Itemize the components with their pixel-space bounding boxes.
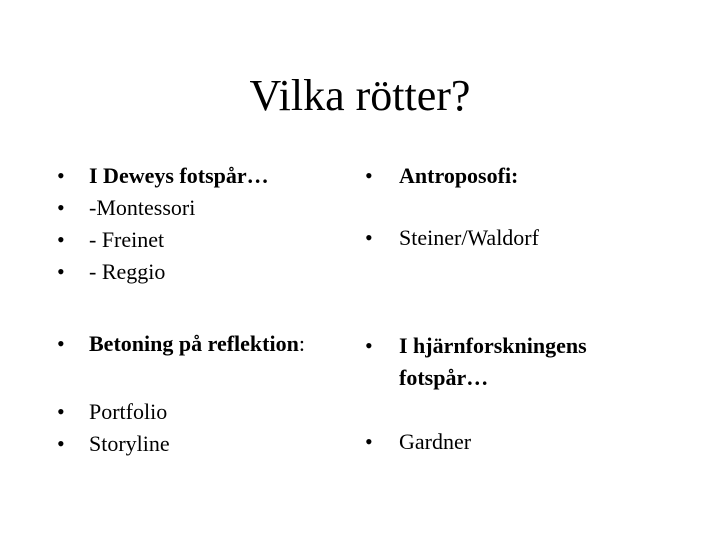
bullet-icon: •	[365, 333, 373, 358]
list-item	[365, 222, 665, 254]
list-item	[57, 328, 357, 360]
list-item	[57, 396, 347, 428]
list-item-text: I Deweys fotspår…	[89, 163, 269, 188]
left-bottom-list	[57, 396, 347, 460]
list-item-text	[57, 328, 357, 360]
list-item	[57, 192, 347, 224]
list-item-text: - Freinet	[89, 227, 165, 252]
list-item	[57, 224, 347, 256]
emphasis-text: Betoning på reflektion	[89, 331, 299, 356]
slide-title: Vilka rötter?	[249, 71, 471, 120]
right-bottom-list	[365, 426, 665, 458]
bullet-icon: •	[57, 195, 65, 220]
colon-text: :	[298, 331, 305, 356]
list-item	[57, 428, 347, 460]
list-item-text: Storyline	[89, 431, 170, 456]
bullet-icon: •	[57, 399, 65, 424]
bullet-icon: •	[57, 431, 65, 456]
bullet-icon: •	[57, 227, 65, 252]
list-item-text: Steiner/Waldorf	[399, 225, 539, 250]
bullet-icon: •	[365, 163, 373, 188]
right-mid-list	[365, 330, 625, 394]
list-item-text: Portfolio	[89, 399, 168, 424]
bullet-icon: •	[57, 259, 65, 284]
left-top-list	[57, 160, 347, 288]
list-item	[365, 330, 625, 394]
list-item	[365, 426, 665, 458]
right-top-list	[365, 160, 665, 254]
bullet-icon: •	[365, 225, 373, 250]
list-item	[57, 160, 347, 192]
bullet-icon: •	[365, 429, 373, 454]
left-emphasis-list	[57, 328, 357, 360]
list-item	[365, 160, 665, 192]
bullet-icon: •	[57, 331, 65, 356]
list-item-text: Antroposofi:	[399, 163, 519, 188]
list-item-text: -Montessori	[89, 195, 196, 220]
list-item-text: Gardner	[399, 429, 472, 454]
list-item-text: I hjärnforskningens fotspår…	[399, 333, 587, 390]
list-item-text: - Reggio	[89, 259, 166, 284]
list-item	[57, 256, 347, 288]
bullet-icon: •	[57, 163, 65, 188]
